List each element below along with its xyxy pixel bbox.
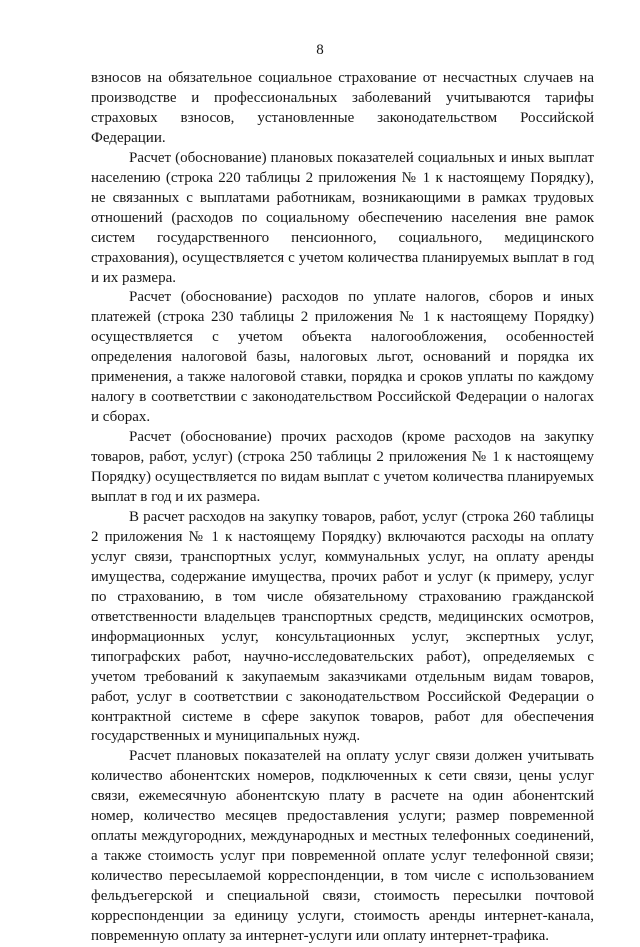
paragraph-taxes-fees: Расчет (обоснование) расходов по уплате налогов, сборов и иных платежей (строка 230 таблицы 2 приложения № 1 к настоящему Порядку) осуществляется с учетом объекта налогообложения, особенностей определения налоговой базы, налоговых льгот, оснований и порядка их применения, а также налоговой ставки, порядка и сроков уплаты по каждому налогу в соответствии с законодательством Российской Федерации о налогах и сборах. <box>91 289 594 426</box>
paragraph-communication-services: Расчет плановых показателей на оплату услуг связи должен учитывать количество абонентских номеров, подключенных к сети связи, цены услуг связи, ежемесячную абонентскую плату в расчете на один абонентский номер, количество месяцев предоставления услуги; размер повременной оплаты междугородних, международных и местных телефонных соединений, а также стоимость услуг при повременной оплате услуг телефонной связи; количество пересылаемой корреспонденции, в том числе с использованием фельдъегерской и специальной связи, стоимость пересылки почтовой корреспонденции за единицу услуги, стоимость аренды интернет-канала, повременную оплату за интернет-услуги или оплату интернет-трафика. <box>91 748 594 944</box>
paragraph-insurance-rates: взносов на обязательное социальное страхование от несчастных случаев на производстве и профессиональных заболеваний учитываются тарифы страховых взносов, установленные законодательством Российской Федерации. <box>91 70 594 146</box>
paragraph-social-payments: Расчет (обоснование) плановых показателей социальных и иных выплат населению (строка 220 таблицы 2 приложения № 1 к настоящему Порядку), не связанных с выплатами работникам, возникающими в рамках трудовых отношений (расходов по социальному обеспечению населения вне рамок систем государственного пенсионного, социального, медицинского страхования), осуществляется с учетом количества планируемых выплат в год и их размера. <box>91 149 594 286</box>
document-body <box>91 69 594 947</box>
paragraph-other-expenses: Расчет (обоснование) прочих расходов (кроме расходов на закупку товаров, работ, услуг) (строка 250 таблицы 2 приложения № 1 к настоящему Порядку) осуществляется по видам выплат с учетом количества планируемых выплат в год и их размера. <box>91 429 594 506</box>
page-number: 8 <box>316 42 324 58</box>
paragraph-procurement-expenses: В расчет расходов на закупку товаров, работ, услуг (строка 260 таблицы 2 приложения № 1 к настоящему Порядку) включаются расходы на оплату услуг связи, транспортных услуг, коммунальных услуг, на оплату аренды имущества, содержание имущества, прочих работ и услуг (к примеру, услуг по страхованию, в том числе обязательному страхованию гражданской ответственности владельцев транспортных средств, медицинских осмотров, информационных услуг, консультационных услуг, экспертных услуг, типографских работ, научно-исследовательских работ), определяемых с учетом требований к закупаемым заказчиками отдельным видам товаров, работ, услуг в соответствии с законодательством Российской Федерации о контрактной системе в сфере закупок товаров, работ для обеспечения государственных и муниципальных нужд. <box>91 508 594 745</box>
